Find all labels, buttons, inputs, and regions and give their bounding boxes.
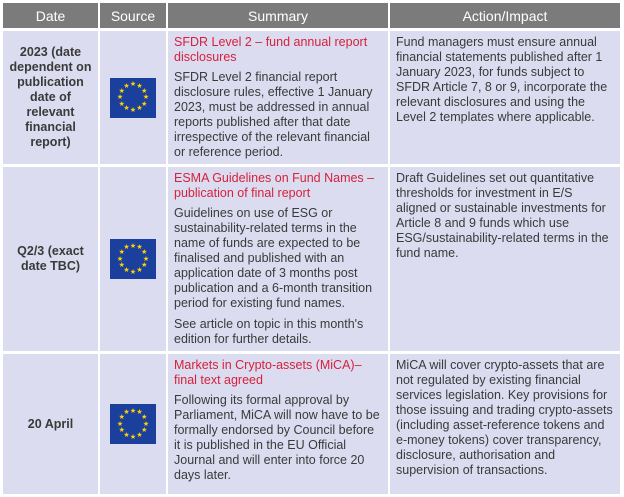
star-icon: ★	[141, 414, 148, 421]
star-icon: ★	[116, 94, 124, 101]
star-icon: ★	[141, 427, 148, 434]
star-icon: ★	[118, 87, 125, 95]
star-icon: ★	[141, 249, 148, 256]
star-icon: ★	[136, 105, 143, 113]
summary-cell	[167, 353, 389, 496]
star-icon: ★	[123, 244, 130, 252]
summary-title: SFDR Level 2 – fund annual report disclosures	[174, 35, 368, 64]
action-cell	[389, 353, 620, 496]
star-icon: ★	[136, 409, 143, 417]
table-row	[3, 166, 620, 353]
star-icon: ★	[123, 266, 130, 274]
star-icon: ★	[123, 431, 130, 439]
star-icon: ★	[142, 94, 150, 101]
summary-body: Guidelines on use of ESG or sustainability-related terms in the name of funds are expected to be finalised and published with an application date of 3 months post publication and a 6-month transition period for existing fund names.	[174, 206, 373, 310]
date-cell: 2023 (date dependent on publication date of relevant financial report)	[3, 30, 99, 166]
action-text: Fund managers must ensure annual financial statements published after 1 January 2023, for funds subject to SFDR Article 7, 8 or 9, incorporate the relevant disclosures and using the Level 2 templates where applicable.	[396, 35, 608, 124]
summary-title: ESMA Guidelines on Fund Names – publication of final report	[174, 171, 375, 200]
summary-cell	[167, 166, 389, 353]
date-cell: 20 April	[3, 353, 99, 496]
table-row	[3, 30, 620, 166]
source-column-header: Source	[99, 3, 167, 30]
star-icon: ★	[118, 427, 125, 434]
source-cell	[99, 166, 167, 353]
star-icon: ★	[118, 262, 125, 269]
star-icon: ★	[136, 82, 143, 90]
star-icon: ★	[116, 420, 124, 428]
action-cell	[389, 30, 620, 166]
eu-flag-icon	[110, 78, 156, 118]
summary-body: Following its formal approval by Parliament, MiCA will now have to be formally endorsed by Council before it is published in the EU Official Journal and will enter into force 20 days later.	[174, 393, 380, 482]
star-icon: ★	[118, 100, 125, 108]
star-icon: ★	[141, 87, 148, 95]
date-cell: Q2/3 (exact date TBC)	[3, 166, 99, 353]
summary-note: See article on topic in this month's edition for further details.	[174, 317, 364, 346]
summary-title: Markets in Crypto-assets (MiCA)– final text agreed	[174, 358, 362, 387]
summary-cell	[167, 30, 389, 166]
star-icon: ★	[136, 266, 143, 274]
table-header-row	[3, 3, 620, 30]
eu-flag-icon	[110, 239, 156, 279]
action-column-header: Action/Impact	[389, 3, 620, 30]
star-icon: ★	[129, 433, 137, 441]
star-icon: ★	[141, 100, 148, 108]
star-icon: ★	[129, 242, 137, 250]
action-text: MiCA will cover crypto-assets that are not regulated by existing financial services legislation. Key provisions for those issuing and trading crypto-assets (including asset-reference tokens and e-money tokens) cover transparency, disclosure, authorisation and supervision of transactions.	[396, 358, 613, 477]
star-icon: ★	[123, 82, 130, 90]
star-icon: ★	[136, 244, 143, 252]
eu-flag-icon	[110, 404, 156, 444]
summary-column-header: Summary	[167, 3, 389, 30]
source-cell	[99, 353, 167, 496]
star-icon: ★	[129, 81, 137, 88]
summary-body: SFDR Level 2 financial report disclosure rules, effective 1 January 2023, must be addressed in annual reports published after that date irrespective of the relevant financial or reference period.	[174, 70, 373, 159]
star-icon: ★	[118, 414, 125, 421]
star-icon: ★	[142, 420, 150, 428]
date-column-header: Date	[3, 3, 99, 30]
source-cell	[99, 30, 167, 166]
star-icon: ★	[142, 255, 150, 263]
star-icon: ★	[129, 107, 137, 114]
star-icon: ★	[123, 409, 130, 417]
star-icon: ★	[136, 431, 143, 439]
star-icon: ★	[129, 268, 137, 276]
star-icon: ★	[129, 407, 137, 415]
star-icon: ★	[141, 262, 148, 269]
star-icon: ★	[116, 255, 124, 263]
star-icon: ★	[123, 105, 130, 113]
action-text: Draft Guidelines set out quantitative thresholds for investment in E/S aligned or sustainable investments for Article 8 and 9 funds which use ESG/sustainability-related terms in the fund name.	[396, 171, 609, 260]
action-cell	[389, 166, 620, 353]
star-icon: ★	[118, 249, 125, 256]
regulatory-calendar-table	[3, 3, 620, 497]
table-row	[3, 353, 620, 496]
